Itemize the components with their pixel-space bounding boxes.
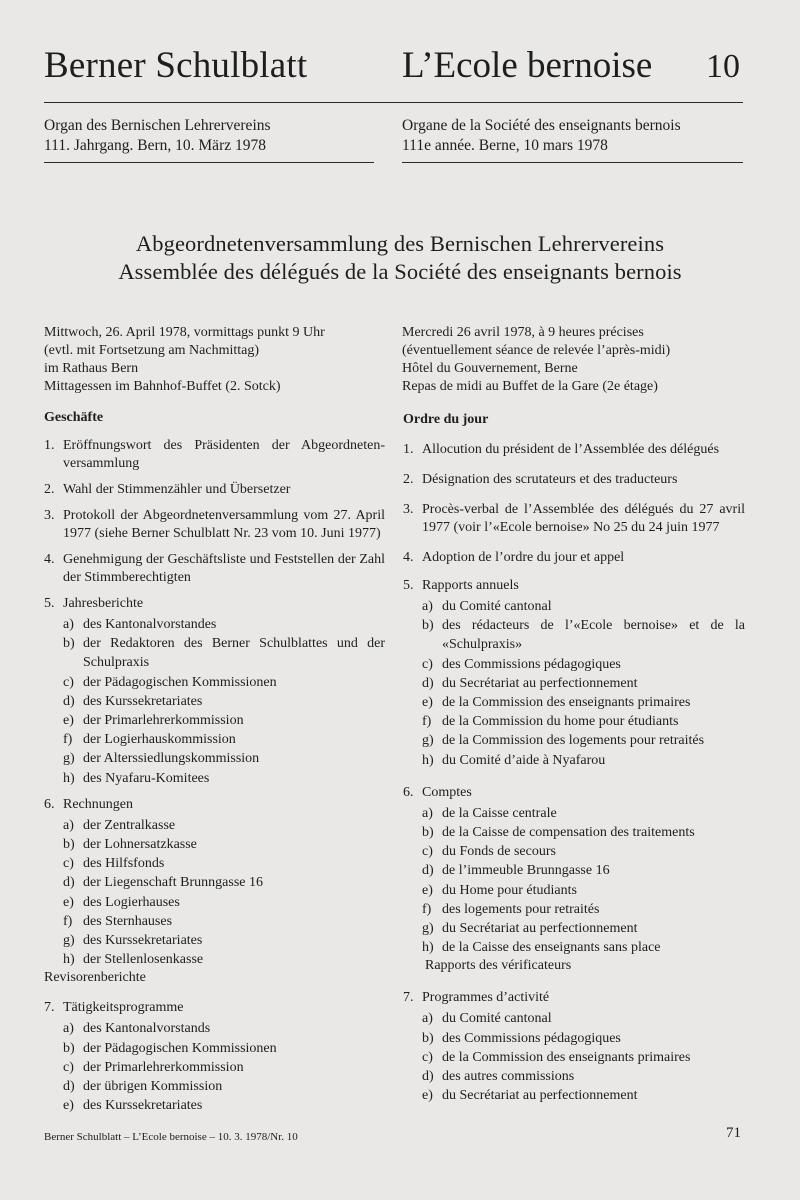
subitem-text: der Pädagogischen Kommissionen bbox=[83, 1040, 277, 1056]
subitem-text: des Commissions pédagogiques bbox=[442, 656, 621, 672]
subitem-text: des Kantonalvorstands bbox=[83, 1021, 211, 1037]
subitem bbox=[422, 881, 745, 900]
subitem-letter: f) bbox=[63, 732, 73, 748]
subitem bbox=[422, 1009, 745, 1028]
subitem bbox=[422, 655, 745, 674]
subitem-letter: b) bbox=[63, 837, 75, 853]
subitem-text: der Logierhauskommission bbox=[83, 732, 236, 748]
subitem-text: der Pädagogischen Kommissionen bbox=[83, 674, 277, 690]
subitem bbox=[63, 1039, 385, 1058]
agenda-fr bbox=[403, 411, 745, 1113]
agenda-item bbox=[44, 507, 385, 543]
item-text: Adoption de l’ordre du jour et appel bbox=[422, 550, 625, 565]
subitem-letter: h) bbox=[422, 940, 434, 956]
item-number: 1. bbox=[403, 442, 414, 457]
item-text: Désignation des scrutateurs et des traducteurs bbox=[422, 472, 678, 487]
subitem bbox=[63, 1096, 385, 1115]
subitem-text: du Comité cantonal bbox=[442, 1011, 552, 1027]
subitem bbox=[422, 823, 745, 842]
subitem-list bbox=[422, 597, 745, 770]
agenda-item bbox=[403, 441, 745, 459]
subitem-letter: g) bbox=[422, 733, 434, 749]
subitem-letter: e) bbox=[422, 695, 433, 711]
item-text: Rapports annuels bbox=[422, 578, 519, 593]
intro-fr-line: Hôtel du Gouvernement, Berne bbox=[402, 361, 578, 376]
agenda-item bbox=[403, 989, 745, 1105]
subitem-letter: g) bbox=[63, 751, 75, 767]
subitem bbox=[63, 1058, 385, 1077]
subitem bbox=[63, 1019, 385, 1038]
subitem-text: des Commissions pédagogiques bbox=[442, 1030, 621, 1046]
subitem-letter: e) bbox=[422, 882, 433, 898]
subitem-letter: c) bbox=[422, 656, 433, 672]
item-number: 4. bbox=[44, 552, 55, 567]
subitem bbox=[422, 616, 745, 654]
subitem-letter: c) bbox=[422, 1049, 433, 1065]
subitem-letter: g) bbox=[422, 921, 434, 937]
subtitle-fr-2: 111e année. Berne, 10 mars 1978 bbox=[402, 137, 608, 154]
masthead-title-fr: L’Ecole bernoise bbox=[402, 45, 653, 86]
subitem bbox=[422, 1086, 745, 1105]
subitem-letter: f) bbox=[63, 913, 73, 929]
intro-fr-line: Mercredi 26 avril 1978, à 9 heures précises bbox=[402, 325, 644, 340]
subitem-text: des Kurssekretariates bbox=[83, 1098, 203, 1114]
subitem bbox=[63, 1077, 385, 1096]
item-text: Genehmigung der Geschäftsliste und Feststellen der Zahl der Stimmberechtigten bbox=[63, 552, 385, 585]
agenda-item bbox=[44, 796, 385, 970]
subitem-text: der übrigen Kommission bbox=[83, 1079, 223, 1095]
subitem-letter: c) bbox=[63, 1059, 74, 1075]
item-text: Tätigkeitsprogramme bbox=[63, 1000, 184, 1016]
subitem-text: des Kantonalvorstandes bbox=[83, 617, 217, 632]
item-text: Eröffnungswort des Präsidenten der Abgeordnetenversammlung bbox=[63, 438, 385, 471]
item-number: 3. bbox=[403, 502, 414, 517]
subitem-list bbox=[63, 615, 385, 788]
subitem-text: du Home pour étudiants bbox=[442, 882, 577, 898]
agenda-item bbox=[403, 549, 745, 567]
subitem-letter: g) bbox=[63, 933, 75, 949]
subitem-letter: b) bbox=[63, 636, 75, 652]
subitem bbox=[63, 873, 385, 892]
subitem-text: der Redaktoren des Berner Schulblattes und der Schulpraxis bbox=[83, 636, 385, 671]
subitem-text: des autres commissions bbox=[442, 1069, 575, 1085]
item-number: 5. bbox=[403, 578, 414, 593]
subitem bbox=[422, 861, 745, 880]
item-text: Programmes d’activité bbox=[422, 990, 550, 1006]
auditor-reports-fr: Rapports des vérificateurs bbox=[425, 958, 572, 974]
subitem bbox=[63, 673, 385, 692]
subitem-text: des Sternhauses bbox=[83, 913, 173, 929]
subitem-text: des rédacteurs de l’«Ecole bernoise» et de la «Schulpraxis» bbox=[442, 618, 745, 653]
intro-de-line: Mittwoch, 26. April 1978, vormittags punkt 9 Uhr bbox=[44, 325, 325, 340]
agenda-heading-de: Geschäfte bbox=[44, 410, 104, 425]
item-text: Wahl der Stimmenzähler und Übersetzer bbox=[63, 482, 291, 497]
subitem-list bbox=[63, 1019, 385, 1115]
agenda-item bbox=[44, 551, 385, 587]
subitem bbox=[63, 749, 385, 768]
masthead-rule-bottom-left bbox=[44, 162, 374, 163]
page-title-fr: Assemblée des délégués de la Société des enseignants bernois bbox=[118, 259, 682, 284]
subitem bbox=[422, 751, 745, 770]
subitem-letter: e) bbox=[422, 1088, 433, 1104]
subitem-text: du Secrétariat au perfectionnement bbox=[442, 921, 638, 937]
subitem-list bbox=[422, 1009, 745, 1105]
subitem bbox=[63, 931, 385, 950]
item-text: Jahresberichte bbox=[63, 596, 144, 611]
subitem bbox=[63, 950, 385, 969]
subitem-letter: a) bbox=[422, 599, 433, 614]
subitem bbox=[63, 769, 385, 788]
subtitle-fr-1: Organe de la Société des enseignants bernois bbox=[402, 117, 681, 134]
subitem-letter: h) bbox=[63, 770, 75, 786]
item-number: 6. bbox=[403, 784, 414, 800]
masthead-rule-bottom-right bbox=[402, 162, 743, 163]
masthead-rule-top bbox=[44, 102, 743, 103]
subitem bbox=[63, 692, 385, 711]
subitem bbox=[422, 1067, 745, 1086]
footer-citation: Berner Schulblatt – L’Ecole bernoise – 10. 3. 1978/Nr. 10 bbox=[44, 1131, 298, 1143]
item-number: 1. bbox=[44, 438, 55, 453]
subitem-text: de la Commission des enseignants primaires bbox=[442, 1049, 691, 1065]
item-text: Allocution du président de l’Assemblée des délégués bbox=[422, 442, 720, 457]
intro-fr-line: (éventuellement séance de relevée l’après-midi) bbox=[402, 343, 671, 358]
subitem bbox=[422, 712, 745, 731]
subitem-letter: c) bbox=[63, 674, 74, 690]
subitem-text: des Hilfsfonds bbox=[83, 856, 165, 872]
subitem-text: de la Commission du home pour étudiants bbox=[442, 714, 679, 730]
subitem bbox=[422, 674, 745, 693]
subitem-letter: e) bbox=[63, 713, 74, 729]
agenda-item bbox=[44, 595, 385, 788]
subitem-text: des logements pour retraités bbox=[442, 901, 600, 917]
subitem-letter: d) bbox=[422, 863, 434, 879]
subitem-letter: d) bbox=[63, 693, 75, 709]
item-text: Comptes bbox=[422, 784, 472, 800]
subitem-letter: d) bbox=[63, 875, 75, 891]
subitem bbox=[63, 634, 385, 672]
subitem-letter: a) bbox=[422, 805, 433, 821]
subitem-letter: h) bbox=[422, 752, 434, 768]
subitem-list bbox=[422, 804, 745, 958]
subitem bbox=[422, 1029, 745, 1048]
subitem bbox=[63, 912, 385, 931]
agenda-item bbox=[403, 501, 745, 537]
subitem-text: des Logierhauses bbox=[83, 894, 180, 910]
subitem bbox=[422, 919, 745, 938]
intro-de-line: im Rathaus Bern bbox=[44, 361, 139, 376]
subitem bbox=[422, 938, 745, 957]
subitem-letter: c) bbox=[63, 856, 74, 872]
subitem-text: der Primarlehrerkommission bbox=[83, 713, 244, 729]
intro-de-line: Mittagessen im Bahnhof-Buffet (2. Sotck) bbox=[44, 379, 281, 394]
subtitle-de-1: Organ des Bernischen Lehrervereins bbox=[44, 117, 271, 134]
subitem-text: der Primarlehrerkommission bbox=[83, 1059, 244, 1075]
subitem-letter: a) bbox=[63, 617, 74, 632]
subitem-letter: e) bbox=[63, 1098, 74, 1114]
subitem bbox=[63, 835, 385, 854]
subtitle-de-2: 111. Jahrgang. Bern, 10. März 1978 bbox=[44, 137, 266, 154]
agenda-item bbox=[403, 471, 745, 489]
subitem bbox=[422, 731, 745, 750]
subitem-text: der Alterssiedlungskommission bbox=[83, 751, 260, 767]
subitem-text: du Comité d’aide à Nyafarou bbox=[442, 752, 606, 768]
subitem-text: du Comité cantonal bbox=[442, 599, 552, 614]
agenda-heading-fr: Ordre du jour bbox=[403, 412, 489, 427]
subitem-letter: a) bbox=[63, 1021, 74, 1037]
subitem-text: der Liegenschaft Brunngasse 16 bbox=[83, 875, 263, 891]
intro-fr-line: Repas de midi au Buffet de la Gare (2e étage) bbox=[402, 379, 658, 394]
subitem bbox=[422, 597, 745, 616]
intro-de bbox=[44, 324, 325, 396]
subitem-letter: a) bbox=[422, 1011, 433, 1027]
item-text: Protokoll der Abgeordnetenversammlung vom 27. April 1977 (siehe Berner Schulblatt Nr. 23 vom 10. Juni 1977) bbox=[63, 508, 385, 541]
subitem bbox=[422, 842, 745, 861]
subitem bbox=[63, 816, 385, 835]
subitem-text: de la Caisse des enseignants sans place bbox=[442, 940, 661, 956]
subitem bbox=[63, 893, 385, 912]
subitem-text: der Zentralkasse bbox=[83, 817, 176, 833]
auditor-reports-de: Revisorenberichte bbox=[44, 970, 146, 986]
subitem bbox=[63, 730, 385, 749]
agenda-item bbox=[403, 577, 745, 770]
item-number: 7. bbox=[44, 1000, 55, 1016]
subitem-text: des Kurssekretariates bbox=[83, 933, 203, 949]
agenda-item bbox=[44, 437, 385, 473]
subitem bbox=[63, 854, 385, 873]
subitem-letter: c) bbox=[422, 844, 433, 860]
subitem-text: de la Caisse de compensation des traitements bbox=[442, 825, 695, 841]
subitem-letter: b) bbox=[63, 1040, 75, 1056]
issue-number: 10 bbox=[706, 48, 740, 85]
item-text: Rechnungen bbox=[63, 796, 133, 812]
subitem-text: de la Commission des logements pour retraités bbox=[442, 733, 705, 749]
item-number: 7. bbox=[403, 990, 414, 1006]
agenda-item bbox=[44, 481, 385, 499]
subitem-text: de la Caisse centrale bbox=[442, 805, 557, 821]
subitem-letter: d) bbox=[63, 1079, 75, 1095]
subitem bbox=[422, 693, 745, 712]
agenda-item bbox=[403, 784, 745, 958]
subitem-text: de la Commission des enseignants primaires bbox=[442, 695, 691, 711]
subitem-text: de l’immeuble Brunngasse 16 bbox=[442, 863, 610, 879]
subitem-letter: b) bbox=[422, 825, 434, 841]
subitem-text: du Secrétariat au perfectionnement bbox=[442, 675, 638, 691]
page-number: 71 bbox=[726, 1125, 741, 1141]
subitem-letter: d) bbox=[422, 1069, 434, 1085]
subitem bbox=[422, 900, 745, 919]
subitem-text: des Nyafaru-Komitees bbox=[83, 770, 210, 786]
item-number: 6. bbox=[44, 796, 55, 812]
item-number: 3. bbox=[44, 508, 55, 523]
subitem-text: der Stellenlosenkasse bbox=[83, 952, 204, 968]
agenda-de bbox=[44, 409, 385, 1123]
subitem-letter: f) bbox=[422, 901, 432, 917]
item-number: 2. bbox=[403, 472, 414, 487]
subitem-letter: f) bbox=[422, 714, 432, 730]
intro-de-line: (evtl. mit Fortsetzung am Nachmittag) bbox=[44, 343, 260, 358]
subitem-list bbox=[63, 816, 385, 970]
agenda-item bbox=[44, 999, 385, 1115]
masthead-title-de: Berner Schulblatt bbox=[44, 45, 308, 86]
subitem-letter: e) bbox=[63, 894, 74, 910]
subitem bbox=[422, 804, 745, 823]
subitem bbox=[422, 1048, 745, 1067]
page-title-de: Abgeordnetenversammlung des Bernischen Lehrervereins bbox=[135, 231, 665, 256]
subitem-letter: b) bbox=[422, 618, 434, 634]
item-number: 2. bbox=[44, 482, 55, 497]
subitem-letter: d) bbox=[422, 675, 434, 691]
subitem-text: du Fonds de secours bbox=[442, 844, 556, 860]
subitem-letter: a) bbox=[63, 817, 74, 833]
item-number: 5. bbox=[44, 596, 55, 611]
subitem-text: du Secrétariat au perfectionnement bbox=[442, 1088, 638, 1104]
item-number: 4. bbox=[403, 550, 414, 565]
intro-fr bbox=[402, 324, 670, 396]
subitem bbox=[63, 615, 385, 634]
subitem-letter: h) bbox=[63, 952, 75, 968]
subitem-text: des Kurssekretariates bbox=[83, 693, 203, 709]
subitem bbox=[63, 711, 385, 730]
subitem-text: der Lohnersatzkasse bbox=[83, 837, 197, 853]
subitem-letter: b) bbox=[422, 1030, 434, 1046]
item-text: Procès-verbal de l’Assemblée des délégués du 27 avril 1977 (voir l’«Ecole bernoise» No 25 du 24 juin 1977 bbox=[422, 502, 745, 535]
